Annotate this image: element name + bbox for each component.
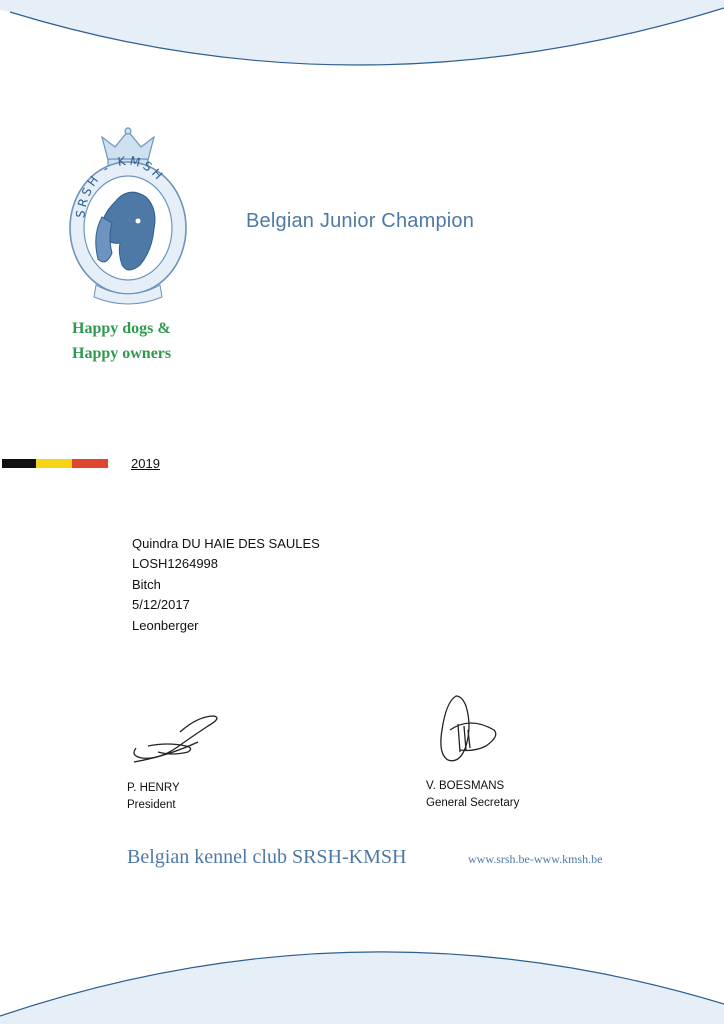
top-wave-decoration	[0, 0, 724, 80]
signatory-2-name: V. BOESMANS	[426, 780, 505, 792]
flag-red-stripe	[72, 459, 108, 468]
svg-text:SRSH - KMSH: SRSH - KMSH	[73, 153, 168, 219]
certificate-title: Belgian Junior Champion	[246, 210, 475, 232]
motto-line-2: Happy owners	[72, 345, 172, 362]
club-name: Belgian kennel club SRSH-KMSH	[127, 846, 407, 868]
president-signature	[128, 712, 228, 772]
dog-birth-date: 5/12/2017	[132, 597, 190, 612]
srsh-kmsh-crest-icon	[62, 125, 194, 305]
signatory-2-role: General Secretary	[426, 797, 520, 809]
dog-breed: Leonberger	[132, 618, 199, 633]
dog-registration: LOSH1264998	[132, 556, 219, 571]
belgian-flag-stripe	[2, 459, 108, 468]
dog-name: Quindra DU HAIE DES SAULES	[132, 536, 320, 551]
secretary-signature	[420, 690, 505, 770]
award-year: 2019	[131, 456, 160, 471]
flag-black-stripe	[2, 459, 36, 468]
dog-sex: Bitch	[132, 577, 161, 592]
bottom-wave-decoration	[0, 934, 724, 1024]
signatory-1-name: P. HENRY	[127, 782, 180, 794]
club-website-link[interactable]: www.srsh.be-www.kmsh.be	[468, 852, 603, 866]
flag-yellow-stripe	[36, 459, 72, 468]
motto-line-1: Happy dogs &	[72, 320, 171, 337]
signatory-1-role: President	[127, 799, 176, 811]
